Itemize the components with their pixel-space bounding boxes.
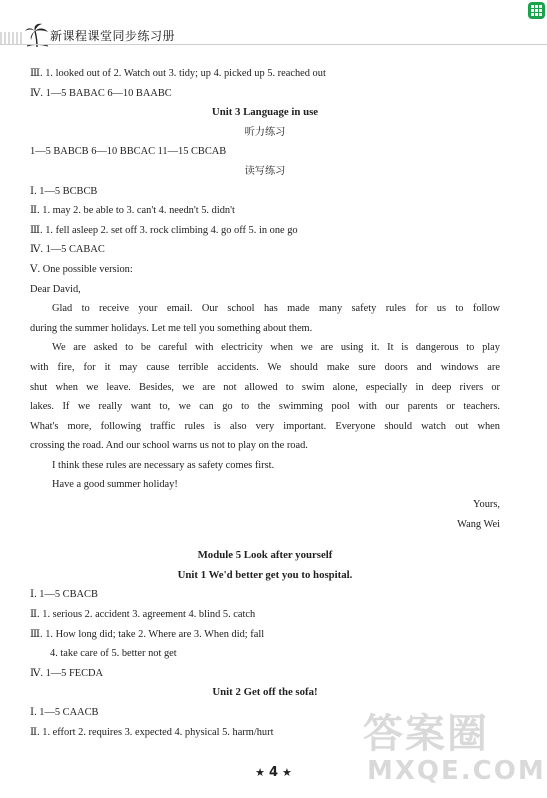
answer-line: Ⅲ. 1. How long did; take 2. Where are 3. When did; fall (30, 628, 265, 640)
watermark-logo-text: 答案圈 (363, 711, 489, 757)
section-gap (30, 534, 500, 546)
star-icon: ★ (255, 766, 265, 779)
letter-text: What's more, following traffic rules is also very important. Everyone should watch out when (30, 420, 500, 432)
grid-menu-icon[interactable] (528, 2, 545, 19)
brand-title: 新课程课堂同步练习册 (50, 29, 176, 43)
answer-line: Ⅲ. 1. fell asleep 2. set off 3. rock climbing 4. go off 5. in one go (30, 224, 298, 236)
answer-line: 1—5 BABCB 6—10 BBCAC 11—15 CBCAB (30, 146, 227, 158)
answer-line: Ⅱ. 1. serious 2. accident 3. agreement 4. blind 5. catch (30, 609, 256, 621)
unit-heading: Unit 2 Get off the sofa! (212, 686, 318, 699)
letter-salutation: Dear David, (30, 283, 81, 295)
page-header (0, 0, 547, 60)
unit-heading: Unit 1 We'd better get you to hospital. (177, 568, 353, 581)
answer-line: Ⅱ. 1. effort 2. requires 3. expected 4. physical 5. harm/hurt (30, 726, 274, 738)
unit-heading: Unit 3 Language in use (211, 106, 319, 119)
section-heading-reading-writing: 读写练习 (244, 165, 286, 177)
letter-text: with fire, for it may cause terrible accidents. We should make sure doors and windows are (30, 361, 500, 373)
letter-text: during the summer holidays. Let me tell you something about them. (30, 322, 313, 334)
watermark-url: MXQE.COM (367, 756, 546, 786)
letter-text: lakes. If we really want to, we can go to the swimming pool with our parents or teachers. (30, 401, 500, 413)
answer-line: 4. take care of 5. better not get (50, 648, 177, 660)
page-number (0, 765, 547, 780)
letter-text: Have a good summer holiday! (52, 479, 178, 491)
answer-line: Ⅰ. 1—5 CAACB (30, 707, 99, 718)
answer-line: Ⅱ. 1. may 2. be able to 3. can't 4. needn't 5. didn't (30, 205, 235, 217)
letter-text: We are asked to be careful with electricity when we are using it. It is dangerous to play (52, 342, 500, 354)
answer-line: Ⅰ. 1—5 CBACB (30, 589, 98, 601)
answer-line: Ⅰ. 1—5 BCBCB (30, 185, 98, 197)
letter-signature: Wang Wei (457, 518, 500, 530)
answer-content (30, 64, 500, 742)
letter-text: Glad to receive your email. Our school has made many safety rules for us to follow (52, 303, 500, 315)
letter-text: I think these rules are necessary as safety comes first. (52, 459, 275, 471)
answer-line: Ⅳ. 1—5 CABAC (30, 244, 105, 256)
letter-text: crossing the road. And our school warns us not to play on the road. (30, 440, 308, 452)
answer-line: Ⅴ. One possible version: (30, 263, 133, 275)
header-divider (0, 44, 547, 45)
page-number-value: 4 (268, 765, 279, 780)
letter-text: shut when we leave. Besides, we are not allowed to swim alone, especially in deep rivers or (30, 381, 500, 393)
section-heading-listening: 听力练习 (244, 126, 286, 138)
answer-line: Ⅳ. 1—5 FECDA (30, 667, 104, 679)
module-heading: Module 5 Look after yourself (197, 549, 333, 562)
letter-closing: Yours, (473, 499, 500, 511)
header-stripe (0, 32, 24, 44)
star-icon: ★ (282, 766, 292, 779)
answer-line: Ⅲ. 1. looked out of 2. Watch out 3. tidy; up 4. picked up 5. reached out (30, 68, 326, 79)
answer-line: Ⅳ. 1—5 BABAC 6—10 BAABC (30, 87, 172, 99)
